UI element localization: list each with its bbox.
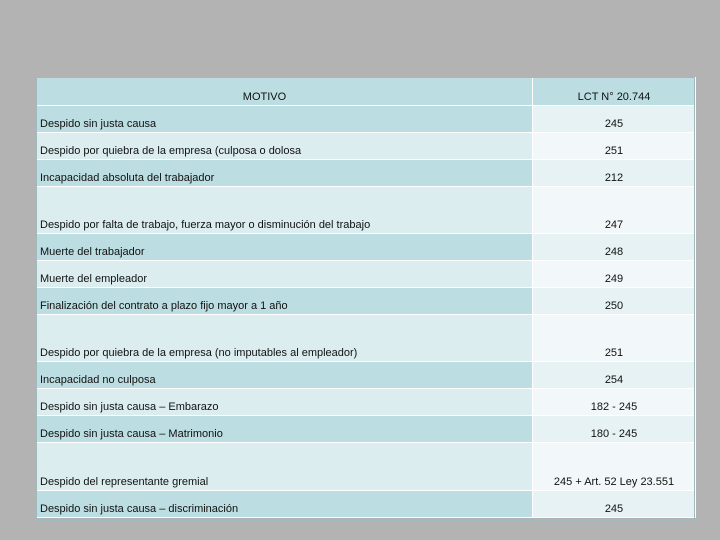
table-row [37, 106, 696, 133]
header-motivo: MOTIVO [37, 78, 533, 106]
table-row [37, 187, 696, 234]
row-motivo: Despido por quiebra de la empresa (culposa o dolosa [37, 133, 533, 160]
row-lct: 248 [533, 234, 696, 261]
row-lct: 249 [533, 261, 696, 288]
row-motivo: Muerte del trabajador [37, 234, 533, 261]
table-row [37, 133, 696, 160]
row-lct: 245 [533, 491, 696, 518]
row-motivo: Incapacidad no culposa [37, 362, 533, 389]
table-row [37, 389, 696, 416]
table-row [37, 315, 696, 362]
row-motivo: Muerte del empleador [37, 261, 533, 288]
table-row [37, 160, 696, 187]
row-lct: 245 [533, 106, 696, 133]
row-lct: 245 + Art. 52 Ley 23.551 [533, 443, 696, 491]
row-lct: 251 [533, 315, 696, 362]
row-motivo: Despido sin justa causa – discriminación [37, 491, 533, 518]
row-motivo: Despido por quiebra de la empresa (no imputables al empleador) [37, 315, 533, 362]
row-motivo: Incapacidad absoluta del trabajador [37, 160, 533, 187]
indemnity-table [36, 77, 696, 518]
row-lct: 212 [533, 160, 696, 187]
table-header-row [37, 78, 696, 106]
row-lct: 250 [533, 288, 696, 315]
table-row [37, 261, 696, 288]
table-row [37, 416, 696, 443]
row-motivo: Despido sin justa causa – Embarazo [37, 389, 533, 416]
row-lct: 180 - 245 [533, 416, 696, 443]
row-lct: 251 [533, 133, 696, 160]
row-lct: 254 [533, 362, 696, 389]
table-row [37, 443, 696, 491]
header-lct: LCT N° 20.744 [533, 78, 696, 106]
row-motivo: Despido sin justa causa – Matrimonio [37, 416, 533, 443]
row-motivo: Despido por falta de trabajo, fuerza mayor o disminución del trabajo [37, 187, 533, 234]
row-motivo: Despido del representante gremial [37, 443, 533, 491]
row-motivo: Finalización del contrato a plazo fijo mayor a 1 año [37, 288, 533, 315]
table-row [37, 288, 696, 315]
table-row [37, 491, 696, 518]
table-row [37, 362, 696, 389]
row-lct: 247 [533, 187, 696, 234]
row-lct: 182 - 245 [533, 389, 696, 416]
table-row [37, 234, 696, 261]
row-motivo: Despido sin justa causa [37, 106, 533, 133]
